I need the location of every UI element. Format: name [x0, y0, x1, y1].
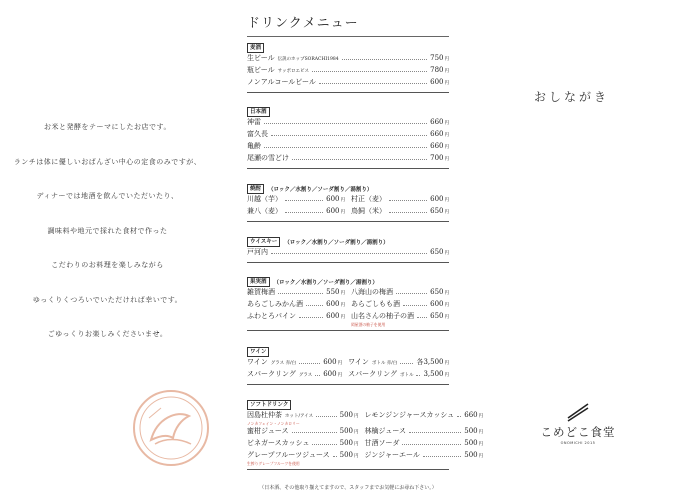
menu-item: 雑賀梅酒 550 円 — [247, 288, 345, 296]
category-label: ソフトドリンク — [247, 400, 291, 410]
drink-menu — [247, 12, 484, 491]
category-label: 焼酎 — [247, 184, 264, 194]
menu-item: ノンアルコールビール 600 円 — [247, 78, 449, 86]
menu-item: 鳥飼（米） 650 円 — [351, 207, 449, 215]
intro-line: お米と発酵をテーマにしたお店です。 — [44, 123, 171, 131]
menu-item: スパークリング グラス 600 円 — [247, 370, 343, 378]
category-note: （ロック／水割り／ソーダ割り／湯割り） — [268, 187, 373, 193]
menu-item: あらごしもも酒 600 円 — [351, 300, 449, 308]
intro-line: こだわりのお料理を楽しみながら — [51, 261, 164, 269]
menu-item: ワイン グラス 赤/白 600 円 — [247, 358, 343, 366]
category-note: （ロック／水割り／ソーダ割り／湯割り） — [284, 240, 389, 246]
shop-subtitle: ONOMICHI 2015 — [560, 441, 596, 445]
menu-item: 尾瀬の雪どけ 700 円 — [247, 154, 449, 162]
menu-item: 蜜柑ジュース 500 円 — [247, 427, 359, 435]
menu-item: 神雷 660 円 — [247, 118, 449, 126]
title-underline — [247, 36, 449, 37]
intro-line: ランチは体に優しいおばんざい中心の定食のみですが、 — [13, 157, 202, 166]
item-note: ノンカフェイン・ノンカロリー — [247, 421, 300, 426]
menu-title: ドリンクメニュー — [247, 16, 359, 31]
menu-item: グレープフルーツジュース 500 円 — [247, 451, 359, 459]
section-sake — [247, 107, 449, 169]
menu-item: 村正（麦） 600 円 — [351, 195, 449, 203]
menu-item: 生ビール 伝説のホップSORACHI1984 750 円 — [247, 54, 449, 62]
menu-item: ビネガースカッシュ 500 円 — [247, 439, 359, 447]
menu-item: ジンジャーエール 500 円 — [364, 451, 484, 459]
menu-item: 山名さんの柚子の酒 650 円 — [351, 312, 449, 320]
intro-line: ディナーでは地酒を飲んでいただいたり、 — [36, 192, 179, 200]
section-fruit-liqueur — [247, 277, 449, 331]
menu-item: あらごしみかん酒 600 円 — [247, 300, 345, 308]
menu-item: レモンジンジャースカッシュ 660 円 — [364, 411, 484, 419]
menu-item: 戸河内 650 円 — [247, 248, 449, 256]
intro-text — [0, 122, 215, 364]
category-label: 麦酒 — [247, 43, 264, 53]
section-beer — [247, 43, 449, 93]
category-label: ワイン — [247, 347, 269, 357]
shop-logo — [533, 398, 623, 445]
menu-item: 林檎ジュース 500 円 — [364, 427, 484, 435]
category-label: 日本酒 — [247, 107, 270, 117]
intro-line: 調味料や地元で採れた食材で作った — [47, 226, 168, 235]
menu-item: 兼八（麦） 600 円 — [247, 207, 345, 215]
section-soft-drinks — [247, 400, 484, 470]
menu-item: 富久長 660 円 — [247, 130, 449, 138]
menu-item: スパークリング ボトル 3,500 円 — [348, 370, 449, 378]
section-wine — [247, 347, 449, 385]
section-whisky — [247, 237, 449, 263]
chopsticks-icon — [565, 398, 591, 422]
category-label: 果実酒 — [247, 277, 270, 287]
menu-item: 瓶ビール サッポロエビス 780 円 — [247, 66, 449, 74]
stamp-seal-icon — [131, 388, 211, 468]
menu-item: 甘酒ソーダ 500 円 — [364, 439, 484, 447]
section-shochu — [247, 184, 449, 222]
shop-name: こめどこ食堂 — [540, 425, 616, 439]
footer-note: （日本酒、その他取り揃えてますので、スタッフまでお気軽にお尋ね下さい。） — [259, 485, 437, 491]
menu-item: ワイン ボトル 赤/白 各3,500 円 — [348, 358, 449, 366]
menu-item: 因島杜仲茶 ホット/アイス 500 円 — [247, 411, 359, 419]
menu-item: 川越（芋） 600 円 — [247, 195, 345, 203]
menu-item: 亀齢 660 円 — [247, 142, 449, 150]
intro-line: ゆっくりくつろいでいただければ幸いです。 — [32, 295, 183, 304]
menu-item: 八海山の梅酒 650 円 — [351, 288, 449, 296]
menu-item: ふわとろパイン 600 円 — [247, 312, 345, 320]
item-note: 生搾りグレープフルーツを使用 — [247, 461, 300, 466]
oshinagaki-heading: おしながき — [534, 90, 610, 104]
item-note: 岡屋酒の柚子を使用 — [351, 322, 386, 327]
category-label: ウイスキー — [247, 237, 280, 247]
intro-line: ごゆっくりお楽しみくださいませ。 — [47, 330, 168, 338]
category-note: （ロック／水割り／ソーダ割り／湯割り） — [273, 280, 378, 286]
